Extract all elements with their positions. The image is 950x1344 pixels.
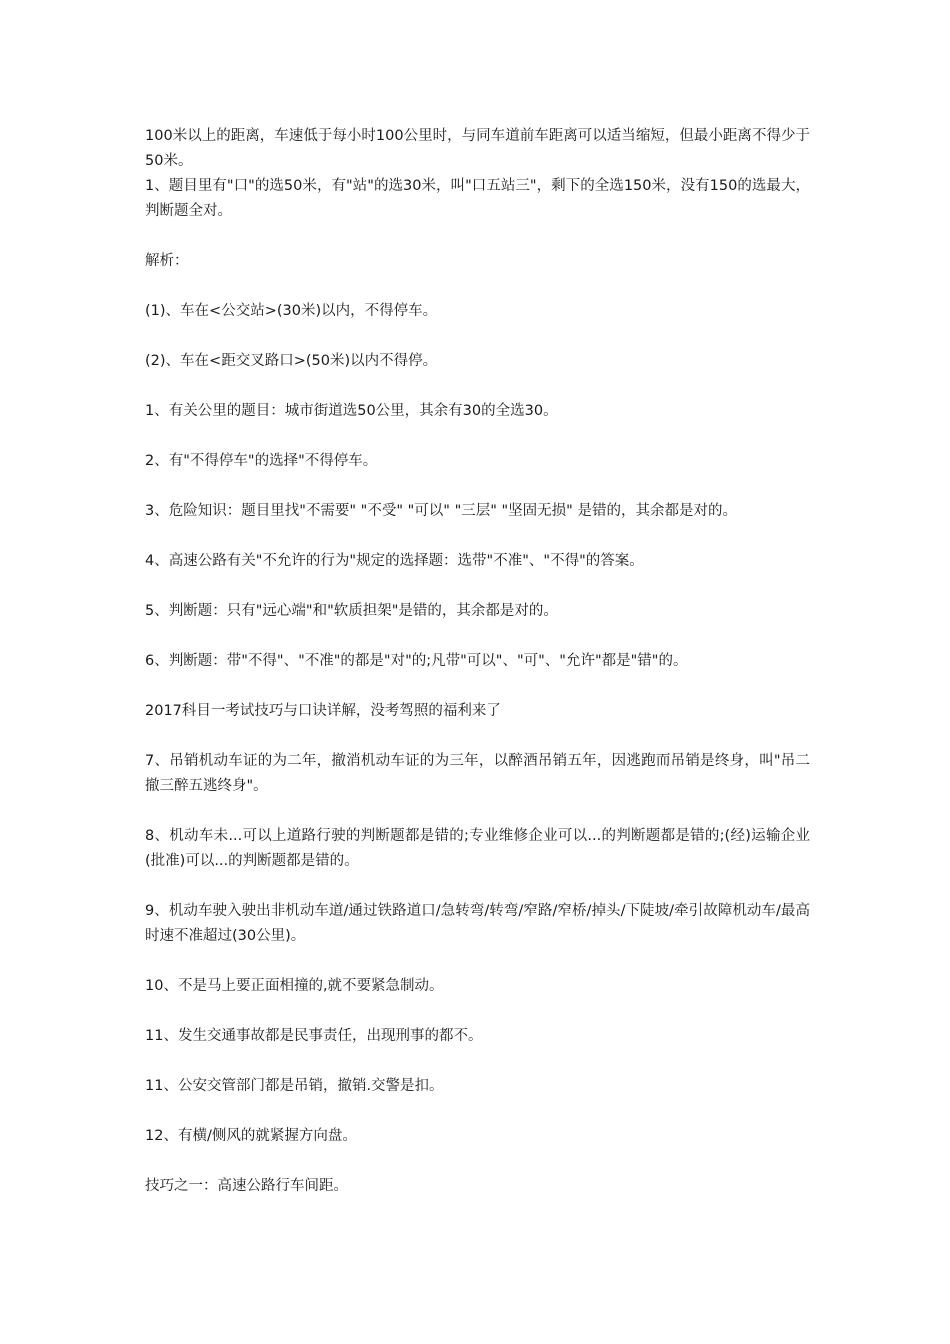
paragraph: 11、发生交通事故都是民事责任，出现刑事的都不。 bbox=[145, 1028, 483, 1044]
paragraph: (1)、车在<公交站>(30米)以内，不得停车。 bbox=[145, 303, 438, 319]
blank-line bbox=[145, 474, 810, 499]
paragraph: 7、吊销机动车证的为二年，撤消机动车证的为三年，以醉酒吊销五年，因逃跑而吊销是终身，叫"吊二撤三醉五逃终身"。 bbox=[145, 753, 810, 794]
blank-line bbox=[145, 624, 810, 649]
blank-line bbox=[145, 424, 810, 449]
blank-line bbox=[145, 274, 810, 299]
paragraph: 12、有横/侧风的就紧握方向盘。 bbox=[145, 1128, 357, 1144]
blank-line bbox=[145, 799, 810, 824]
paragraph: 2、有"不得停车"的选择"不得停车。 bbox=[145, 453, 378, 469]
paragraph: 8、机动车未...可以上道路行驶的判断题都是错的;专业维修企业可以...的判断题都是错的;(经)运输企业(批准)可以...的判断题都是错的。 bbox=[145, 828, 810, 869]
paragraph: 3、危险知识：题目里找"不需要" "不受" "可以" "三层" "坚固无损" 是错的，其余都是对的。 bbox=[145, 503, 737, 519]
blank-line bbox=[145, 1149, 810, 1174]
paragraph: 1、有关公里的题目：城市街道选50公里，其余有30的全选30。 bbox=[145, 403, 558, 419]
blank-line bbox=[145, 874, 810, 899]
paragraph: 解析： bbox=[145, 253, 189, 269]
section-heading: 2017科目一考试技巧与口诀详解，没考驾照的福利来了 bbox=[145, 703, 501, 719]
paragraph: 技巧之一：高速公路行车间距。 bbox=[145, 1178, 348, 1194]
blank-line bbox=[145, 949, 810, 974]
paragraph: 5、判断题：只有"远心端"和"软质担架"是错的，其余都是对的。 bbox=[145, 603, 558, 619]
blank-line bbox=[145, 1049, 810, 1074]
blank-line bbox=[145, 324, 810, 349]
blank-line bbox=[145, 374, 810, 399]
blank-line bbox=[145, 574, 810, 599]
paragraph: 6、判断题：带"不得"、"不准"的都是"对"的;凡带"可以"、"可"、"允许"都是"错"的。 bbox=[145, 653, 688, 669]
paragraph: (2)、车在<距交叉路口>(50米)以内不得停。 bbox=[145, 353, 438, 369]
blank-line bbox=[145, 674, 810, 699]
paragraph: 100米以上的距离，车速低于每小时100公里时，与同车道前车距离可以适当缩短，但最小距离不得少于50米。 bbox=[145, 128, 810, 169]
blank-line bbox=[145, 724, 810, 749]
blank-line bbox=[145, 524, 810, 549]
paragraph: 11、公安交管部门都是吊销，撤销.交警是扣。 bbox=[145, 1078, 444, 1094]
blank-line bbox=[145, 224, 810, 249]
paragraph: 4、高速公路有关"不允许的行为"规定的选择题：选带"不准"、"不得"的答案。 bbox=[145, 553, 644, 569]
document-page bbox=[145, 124, 810, 1199]
blank-line bbox=[145, 999, 810, 1024]
paragraph: 1、题目里有"口"的选50米，有"站"的选30米，叫"口五站三"，剩下的全选150米，没有150的选最大，判断题全对。 bbox=[145, 178, 810, 219]
paragraph: 10、不是马上要正面相撞的,就不要紧急制动。 bbox=[145, 978, 444, 994]
blank-line bbox=[145, 1099, 810, 1124]
paragraph: 9、机动车驶入驶出非机动车道/通过铁路道口/急转弯/转弯/窄路/窄桥/掉头/下陡坡/牵引故障机动车/最高时速不准超过(30公里)。 bbox=[145, 903, 810, 944]
